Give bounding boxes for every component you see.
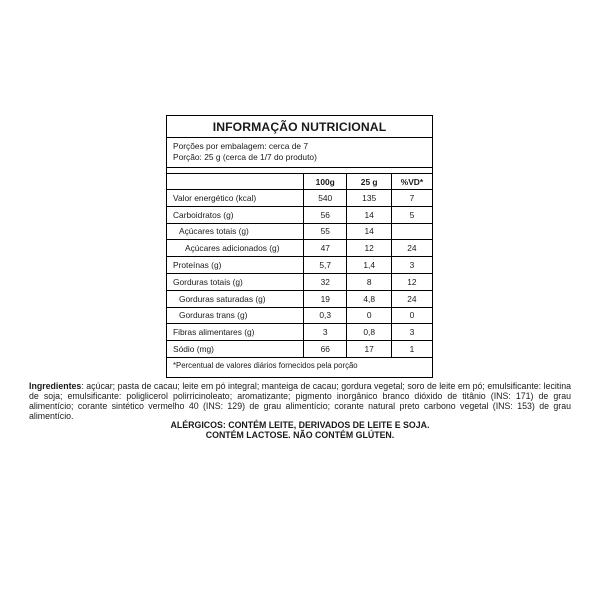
nutrition-table	[167, 168, 432, 358]
daily-value: 3	[391, 257, 432, 274]
nutrition-facts-panel	[166, 115, 433, 378]
nutrient-name: Gorduras saturadas (g)	[167, 290, 303, 307]
daily-value: 24	[391, 240, 432, 257]
daily-value: 7	[391, 190, 432, 207]
header-per-100g: 100g	[303, 174, 346, 190]
daily-value: 3	[391, 324, 432, 341]
table-header-row	[167, 174, 432, 190]
nutrient-name: Gorduras totais (g)	[167, 273, 303, 290]
allergen-line-2: CONTÉM LACTOSE. NÃO CONTÉM GLÚTEN.	[205, 430, 395, 440]
nutrient-name: Proteínas (g)	[167, 257, 303, 274]
daily-value: 0	[391, 307, 432, 324]
per-100g-value: 3	[303, 324, 346, 341]
nutrient-name: Açúcares adicionados (g)	[167, 240, 303, 257]
nutrient-name: Gorduras trans (g)	[167, 307, 303, 324]
daily-value	[391, 223, 432, 240]
table-row	[167, 240, 432, 257]
per-serving-value: 4,8	[347, 290, 391, 307]
per-100g-value: 66	[303, 341, 346, 358]
daily-value: 12	[391, 273, 432, 290]
servings-per-package: Porções por embalagem: cerca de 7	[173, 141, 309, 151]
table-row	[167, 257, 432, 274]
per-100g-value: 47	[303, 240, 346, 257]
per-100g-value: 56	[303, 206, 346, 223]
table-row	[167, 273, 432, 290]
per-100g-value: 55	[303, 223, 346, 240]
table-row	[167, 223, 432, 240]
per-100g-value: 5,7	[303, 257, 346, 274]
panel-title: INFORMAÇÃO NUTRICIONAL	[167, 116, 432, 138]
per-serving-value: 1,4	[347, 257, 391, 274]
table-row	[167, 341, 432, 358]
serving-info	[167, 138, 432, 168]
table-row	[167, 324, 432, 341]
allergen-statement	[0, 420, 600, 440]
table-row	[167, 307, 432, 324]
per-100g-value: 19	[303, 290, 346, 307]
allergen-line-1: ALÉRGICOS: CONTÉM LEITE, DERIVADOS DE LEITE E SOJA.	[170, 420, 430, 430]
nutrient-name: Valor energético (kcal)	[167, 190, 303, 207]
ingredients-label: Ingredientes	[29, 381, 82, 391]
daily-value: 5	[391, 206, 432, 223]
per-100g-value: 540	[303, 190, 346, 207]
per-serving-value: 14	[347, 223, 391, 240]
header-per-serving: 25 g	[347, 174, 391, 190]
daily-value: 1	[391, 341, 432, 358]
header-blank	[167, 174, 303, 190]
nutrient-name: Carboidratos (g)	[167, 206, 303, 223]
per-serving-value: 0,8	[347, 324, 391, 341]
table-row	[167, 290, 432, 307]
nutrient-name: Sódio (mg)	[167, 341, 303, 358]
per-serving-value: 0	[347, 307, 391, 324]
ingredients-paragraph	[29, 381, 571, 421]
ingredients-text: : açúcar; pasta de cacau; leite em pó integral; manteiga de cacau; gordura vegetal; soro de leite em pó; emulsificante: lecitina de soja; emulsificante: poliglicerol polirricinoleato; aromatizante; pigmento inorgânico branco dióxido de titânio (INS: 171) de grau alimentício; corante sintético vermelho 40 (INS: 129) de grau alimentício; corante natural preto carbono vegetal (INS: 153) de grau alimentício.	[29, 381, 571, 421]
nutrient-name: Açúcares totais (g)	[167, 223, 303, 240]
nutrient-name: Fibras alimentares (g)	[167, 324, 303, 341]
per-serving-value: 12	[347, 240, 391, 257]
per-100g-value: 0,3	[303, 307, 346, 324]
per-serving-value: 8	[347, 273, 391, 290]
daily-value: 24	[391, 290, 432, 307]
table-row	[167, 206, 432, 223]
header-daily-value: %VD*	[391, 174, 432, 190]
table-row	[167, 190, 432, 207]
per-100g-value: 32	[303, 273, 346, 290]
serving-size: Porção: 25 g (cerca de 1/7 do produto)	[173, 152, 317, 162]
daily-value-footnote: *Percentual de valores diários fornecidos pela porção	[173, 360, 358, 370]
per-serving-value: 135	[347, 190, 391, 207]
per-serving-value: 17	[347, 341, 391, 358]
per-serving-value: 14	[347, 206, 391, 223]
